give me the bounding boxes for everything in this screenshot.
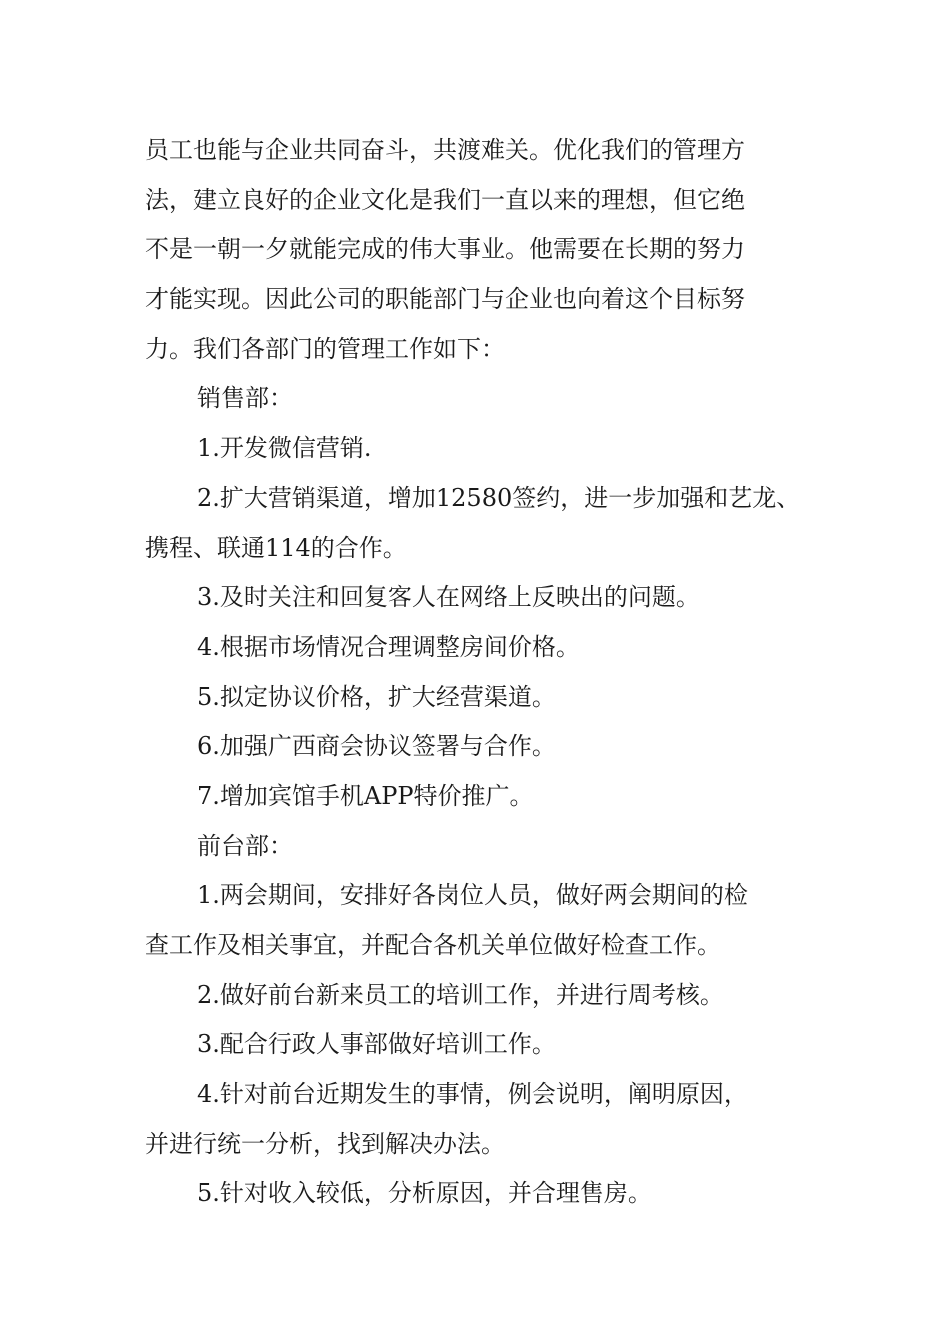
section-heading-front-desk: 前台部： xyxy=(197,831,293,860)
list-item: 5.针对收入较低，分析原因，并合理售房。 xyxy=(197,1179,652,1208)
text-line: 携程、联通114的合作。 xyxy=(145,533,407,562)
list-item: 2.扩大营销渠道，增加12580签约，进一步加强和艺龙、 xyxy=(197,483,801,512)
text-line: 才能实现。因此公司的职能部门与企业也向着这个目标努 xyxy=(145,285,745,314)
text-line: 并进行统一分析，找到解决办法。 xyxy=(145,1129,505,1158)
list-item: 5.拟定协议价格，扩大经营渠道。 xyxy=(197,682,556,711)
list-item: 7.增加宾馆手机APP特价推广。 xyxy=(197,781,534,810)
text-line: 查工作及相关事宜，并配合各机关单位做好检查工作。 xyxy=(145,931,721,959)
text-line: 员工也能与企业共同奋斗，共渡难关。优化我们的管理方 xyxy=(145,136,745,164)
text-line: 力。我们各部门的管理工作如下： xyxy=(145,334,505,363)
list-item: 1.开发微信营销. xyxy=(197,434,372,463)
list-item: 3.配合行政人事部做好培训工作。 xyxy=(197,1030,556,1059)
list-item: 4.针对前台近期发生的事情，例会说明，阐明原因， xyxy=(197,1080,748,1109)
list-item: 4.根据市场情况合理调整房间价格。 xyxy=(197,632,580,661)
list-item: 6.加强广西商会协议签署与合作。 xyxy=(197,732,556,761)
section-heading-sales: 销售部： xyxy=(197,384,293,413)
text-line: 不是一朝一夕就能完成的伟大事业。他需要在长期的努力 xyxy=(145,235,745,264)
text-line: 法，建立良好的企业文化是我们一直以来的理想，但它绝 xyxy=(145,185,745,214)
list-item: 1.两会期间，安排好各岗位人员，做好两会期间的检 xyxy=(197,881,748,910)
list-item: 2.做好前台新来员工的培训工作，并进行周考核。 xyxy=(197,980,724,1009)
document-body xyxy=(145,126,835,1219)
list-item: 3.及时关注和回复客人在网络上反映出的问题。 xyxy=(197,583,700,612)
